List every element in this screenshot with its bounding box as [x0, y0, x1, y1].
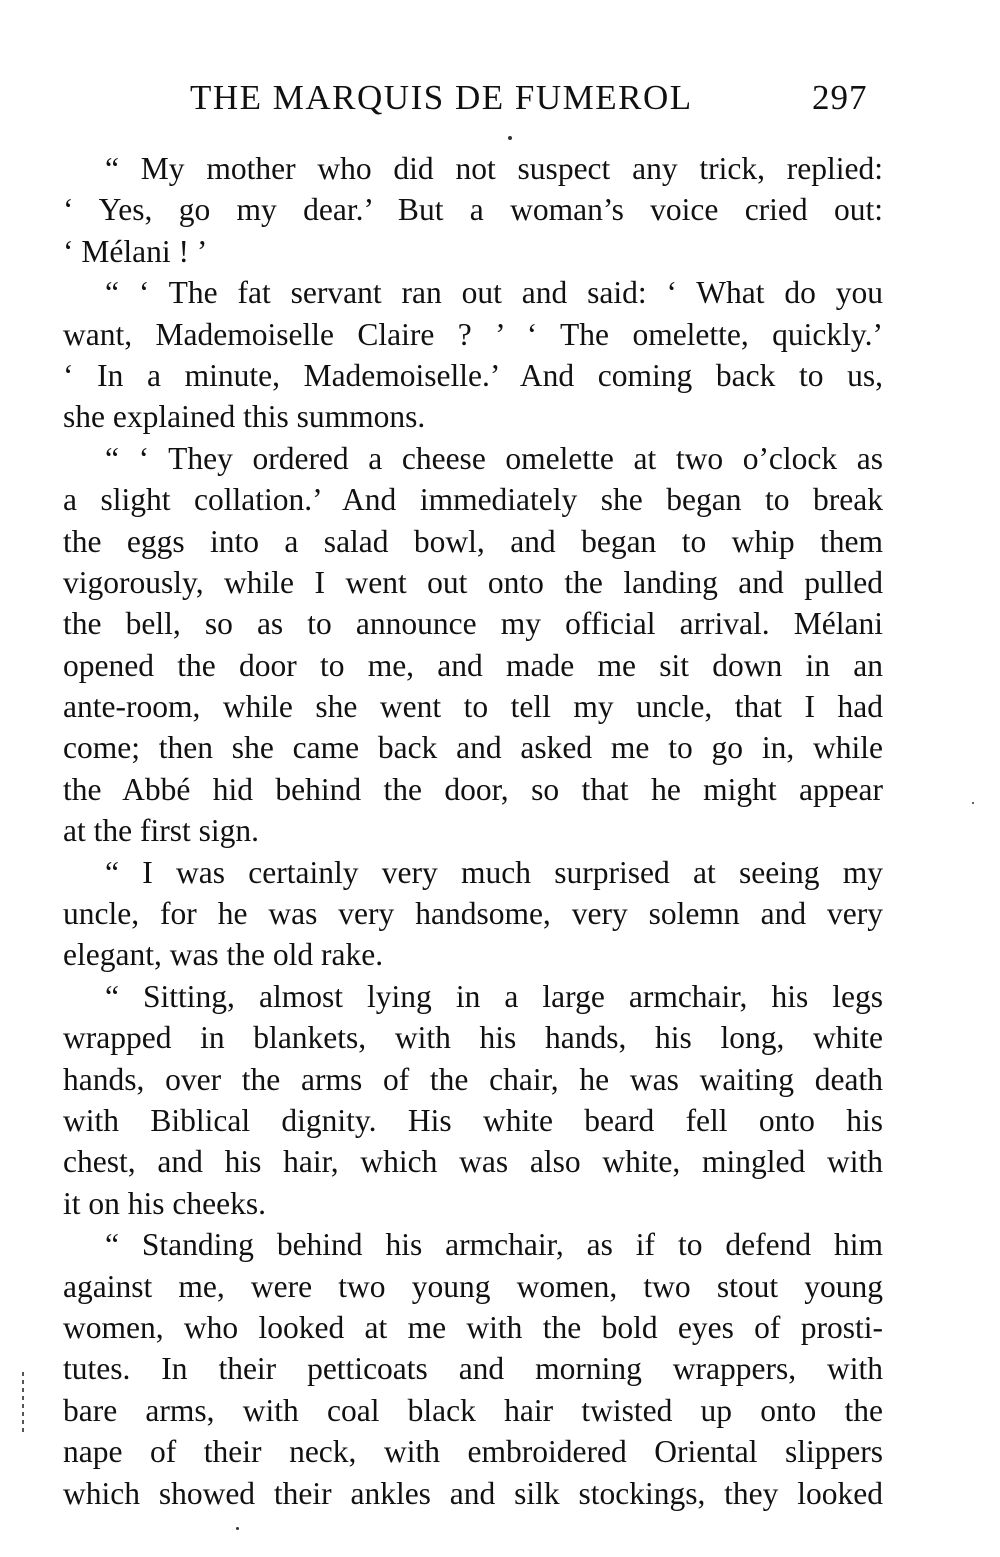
text-line: it on his cheeks. — [63, 1185, 266, 1221]
text-line: with Biblical dignity. His white beard fell onto his — [63, 1102, 883, 1138]
text-line: “ My mother who did not suspect any trick, replied: — [105, 151, 883, 186]
text-line: vigorously, while I went out onto the landing and pulled — [63, 564, 883, 600]
scan-margin-mark — [22, 1372, 24, 1432]
running-title: THE MARQUIS DE FUMEROL — [190, 78, 693, 117]
text-line: at the first sign. — [63, 813, 259, 849]
scan-speck — [508, 136, 512, 140]
text-line: she explained this summons. — [63, 399, 426, 435]
text-line: elegant, was the old rake. — [63, 937, 384, 973]
text-line: women, who looked at me with the bold eyes of prosti- — [63, 1309, 883, 1345]
text-line: ‘ Yes, go my dear.’ But a woman’s voice cried out: — [63, 192, 883, 228]
text-line: the bell, so as to announce my official arrival. Mélani — [63, 606, 883, 642]
scan-speck — [236, 1527, 239, 1530]
text-line: “ I was certainly very much surprised at seeing my — [105, 854, 883, 890]
text-line: want, Mademoiselle Claire ? ’ ‘ The omelette, quickly.’ — [63, 316, 883, 352]
text-line: come; then she came back and asked me to go in, while — [63, 730, 883, 766]
text-line: bare arms, with coal black hair twisted up onto the — [63, 1392, 883, 1428]
text-line: which showed their ankles and silk stockings, they looked — [63, 1475, 883, 1511]
text-line: “ ‘ They ordered a cheese omelette at two o’clock as — [105, 440, 883, 476]
text-line: “ Sitting, almost lying in a large armchair, his legs — [105, 978, 883, 1014]
text-line: ante-room, while she went to tell my uncle, that I had — [63, 689, 883, 725]
text-line: opened the door to me, and made me sit down in an — [63, 647, 883, 683]
text-line: wrapped in blankets, with his hands, his long, white — [63, 1020, 883, 1056]
text-line: a slight collation.’ And immediately she began to break — [63, 482, 883, 518]
text-line: the eggs into a salad bowl, and began to whip them — [63, 523, 883, 559]
running-head — [0, 78, 1000, 122]
page-number: 297 — [812, 78, 868, 117]
text-line: tutes. In their petticoats and morning wrappers, with — [63, 1351, 883, 1387]
scan-speck — [972, 802, 974, 804]
text-line: ‘ Mélani ! ’ — [63, 233, 208, 269]
text-line: uncle, for he was very handsome, very solemn and very — [63, 896, 883, 932]
text-line: hands, over the arms of the chair, he was waiting death — [63, 1061, 883, 1097]
text-line: the Abbé hid behind the door, so that he might appear — [63, 771, 883, 807]
body-text — [63, 148, 883, 1514]
text-line: ‘ In a minute, Mademoiselle.’ And coming back to us, — [63, 357, 883, 393]
text-line: against me, were two young women, two stout young — [63, 1268, 883, 1304]
text-line: “ ‘ The fat servant ran out and said: ‘ What do you — [105, 275, 883, 311]
text-line: nape of their neck, with embroidered Oriental slippers — [63, 1434, 883, 1470]
text-line: “ Standing behind his armchair, as if to defend him — [105, 1227, 883, 1263]
text-line: chest, and his hair, which was also white, mingled with — [63, 1144, 883, 1180]
